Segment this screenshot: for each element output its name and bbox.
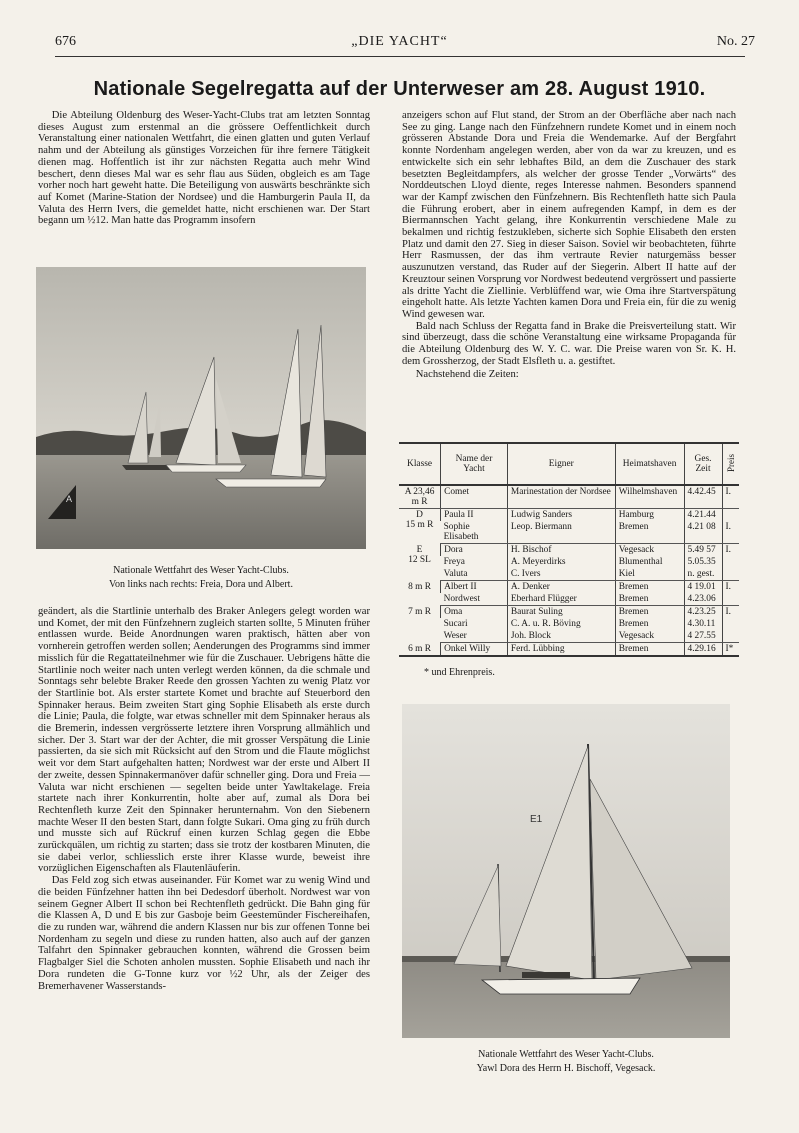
cell-klasse — [399, 509, 441, 544]
klasse-line: 15 m R — [405, 520, 434, 530]
cell-eigner: Baurat Suling — [507, 606, 615, 619]
cell-name: Weser — [441, 630, 508, 643]
cell-klasse — [399, 606, 441, 643]
cell-name: Oma — [441, 606, 508, 619]
table-row — [399, 581, 739, 594]
table-header: Name der Yacht — [441, 443, 508, 485]
cell-hafen: Vegesack — [615, 544, 684, 557]
table-intro: Nachstehend die Zeiten: — [415, 369, 519, 381]
cell-klasse — [399, 544, 441, 581]
table-header: Heimatshaven — [615, 443, 684, 485]
cell-name: Dora — [441, 544, 508, 557]
cell-zeit: 4 27.55 — [684, 630, 722, 643]
cell-hafen: Kiel — [615, 568, 684, 581]
cell-preis: I. — [722, 581, 739, 594]
cell-zeit: 4.23.06 — [684, 593, 722, 606]
table-row — [399, 521, 739, 544]
cell-zeit: 4 19.01 — [684, 581, 722, 594]
cell-eigner: Marinestation der Nordsee — [507, 485, 615, 509]
header-rule — [55, 56, 745, 57]
cell-preis: I. — [722, 606, 739, 619]
table-row — [399, 485, 739, 509]
column1-bottom-text — [38, 606, 370, 1078]
klasse-line: E — [416, 544, 423, 555]
table-row — [399, 630, 739, 643]
issue-number: No. 27 — [716, 34, 755, 49]
sail-number: A — [66, 494, 73, 504]
paragraph: geändert, als die Startlinie unterhalb des Braker Anlegers gelegt worden war und Komet, der mit den Fünfzehnern zugleich starten sollte, 5 Minuten früher entlassen wurde. Beide Anordnungen waren praktisch, hätten aber von vornherein getroffen werden sollen; Aenderungen des Programms sind immer misslich für die Regattateilnehmer wie für die Zuschauer. Uebrigens hätte die Startlinie noch weiter nach unten verlegt werden können, da die schmale und Sonntags sehr belebte Braker Reede den grossen Yachten zu wenig Platz vor der Startlinie bot. Als erster startete Komet und brachte auf Steuerbord den Spinnaker heraus. Beim zweiten Start ging Sophie Elisabeth als erste durch die Linie; Paula, die folgte, war etwas schneller mit dem Spinnaker heraus als die Bremerin, indessen vergrösserte letztere ihren Vorsprung allmählich und sicher. Der 3. Start war der der Achter, die mit grosser Verspätung die Linie passierten, da sie sich mit Rücksicht auf den Strom und die Flaute möglichst weit vor dem Start aufgehalten hatten; Nordwest war der erste und Albert II der zweite, dessen Spinnakermanöver dafür schneller ging. Dora und Freia — Valuta war nicht erschienen — segelten beide unter Yawltakelage. Freia startete nach ihrer Konkurrentin, holte aber auf, zumal als Dora bei Rechtenfleth kurze Zeit den Spinnaker herunternahm. Von den Siebenern machte Weser II den besten Start, dann folgte Sukari. Oma ging zu früh durch und musste sich auf Rückruf einen kurzen Schlag gegen die Ebbe zurückquälen, um richtig zu starten; dass sie trotz der kostbaren Minuten, die sie dabei verlor, schliesslich erste ihrer Klasse wurde, beweist ihre vorzüglichen Eigenschaften als Flautenläuferin. — [38, 606, 370, 875]
cell-eigner: C. Ivers — [507, 568, 615, 581]
cell-preis — [722, 556, 739, 568]
cell-zeit: 4.29.16 — [684, 643, 722, 657]
cell-eigner: A. Denker — [507, 581, 615, 594]
cell-hafen: Bremen — [615, 521, 684, 544]
cell-preis: I* — [722, 643, 739, 657]
column1-top-text — [38, 110, 370, 270]
cell-hafen: Hamburg — [615, 509, 684, 522]
cell-zeit: n. gest. — [684, 568, 722, 581]
cell-eigner: Eberhard Flügger — [507, 593, 615, 606]
cell-name: Comet — [441, 485, 508, 509]
paragraph: Das Feld zog sich etwas auseinander. Für Komet war zu wenig Wind und die beiden Fünfzehner hatten ihn bei Dedesdorf überholt. Nordwest war von seinem Gegner Albert II schon bei Rechtenfleth gedrückt. Die Bahn ging für die Klassen A, D und E bis zur Gasboje beim Geestemünder Fischereihafen, die zu runden war, während die andern Klassen nur bis zur offenen Tonne bei Nordenham zu segeln und diese zu runden hatten, also auch auf der ganzen Talfahrt den Spinnaker gebrauchen konnten, während die Grossen beim Flagbalger Siel die Schoten anholen mussten. Sophie Elisabeth und nach ihr Dora rundeten die G-Tonne kurz vor ½2 Uhr, als der Zeiger des Bremerhavener Wasserstands- — [38, 875, 370, 992]
table-row — [399, 606, 739, 619]
cell-eigner: C. A. u. R. Böving — [507, 618, 615, 630]
cell-preis: I. — [722, 544, 739, 557]
cell-name: Freya — [443, 557, 465, 567]
article-title: Nationale Segelregatta auf der Unterweser am 28. August 1910. — [93, 78, 706, 100]
cell-zeit: 5.05.35 — [684, 556, 722, 568]
cell-name: Albert II — [441, 581, 508, 594]
photo2-caption — [402, 1048, 730, 1076]
cell-zeit: 4.21 08 — [684, 521, 722, 544]
cell-preis: I. — [722, 521, 739, 544]
cell-hafen: Vegesack — [615, 630, 684, 643]
cell-zeit: 4.21.44 — [684, 509, 722, 522]
cell-eigner: Ludwig Sanders — [507, 509, 615, 522]
klasse-line: 12 SL — [408, 554, 431, 565]
cell-eigner: Leop. Biermann — [507, 521, 615, 544]
caption-line: Yawl Dora des Herrn H. Bischoff, Vegesack. — [476, 1063, 656, 1074]
cell-eigner: Joh. Block — [507, 630, 615, 643]
cell-klasse — [399, 485, 441, 509]
cell-preis — [722, 568, 739, 581]
paragraph: anzeigers schon auf Flut stand, der Strom an der Oberfläche aber nach nach See zu ging. Lange nach den Fünfzehnern rundete Komet und in einem noch grösseren Abstande Dora und Freia die Wendemarke. Auf der Bergfahrt konnte Nordenham angelegen werden, aber von da war zu kreuzen, und es entwickelte sich ein sehr lebhaftes Bild, an dem die Zuschauer des stark besetzten Begleitdampfers, als welcher der grosse Tender „Vorwärts“ des Norddeutschen Lloyd diente, reges Interesse nahmen. Besonders spannend war der Kampf zwischen den Fünfzehnern. Bis Rechtenfleth hatte sich Paula die Führung erobert, aber in einem aufregenden Kampf, in dem es der Biermannschen Yacht gelang, ihre Konkurrentin verschiedene Male zu bekalmen und richtig festzukleben, sicherte sich Sophie Elisabeth den ersten Platz und damit den 27. Sieg in dieser Saison. Soviel wir beobachteten, führte Herr Rasmussen, der das ihm vertraute Revier naturgemäss besser auszunutzen verstand, das Ruder auf der Siegerin. Albert II hatte auf der Kreuztour seinen Vorsprung vor Nordwest bedeutend vergrössert und passierte als dritte Yacht die Ziellinie. Verblüffend war, wie Oma ihre Startverspätung eingeholt hatte. Als letzte Yachten kamen Dora und Freia ein, für die zu wenig Wind gewesen war. — [402, 110, 736, 320]
regatta-photo-yawl-dora — [402, 704, 730, 1038]
cell-hafen: Wilhelmshaven — [615, 485, 684, 509]
klasse-line: A 23,46 — [404, 487, 435, 497]
table-row — [399, 618, 739, 630]
table-header-row — [399, 443, 739, 485]
klasse-line: D — [416, 510, 423, 520]
klasse-line: m R — [411, 497, 428, 507]
table-header: Klasse — [399, 443, 441, 485]
cell-zeit: 4.23.25 — [684, 606, 722, 619]
results-table — [399, 442, 739, 657]
table-header: Eigner — [507, 443, 615, 485]
cell-preis — [722, 618, 739, 630]
regatta-photo-three-yachts — [36, 267, 366, 549]
cell-preis — [722, 630, 739, 643]
cell-preis: I. — [722, 485, 739, 509]
table-footnote: * und Ehrenpreis. — [424, 667, 495, 678]
cell-zeit: 5.49 57 — [684, 544, 722, 557]
cell-hafen: Bremen — [615, 593, 684, 606]
cell-klasse — [399, 643, 441, 657]
table-body — [399, 485, 739, 656]
cell-eigner: Ferd. Lübbing — [507, 643, 615, 657]
cell-klasse — [399, 581, 441, 606]
paragraph: Die Abteilung Oldenburg des Weser-Yacht-Clubs trat am letzten Sonntag dieses August zum erstenmal an die grössere Oeffentlichkeit durch Veranstaltung einer nationalen Wettfahrt, die einen glatten und guten Verlauf nahm und der Abteilung als günstiges Vorzeichen für ihre fernere Tätigkeit dienen mag. Hoffentlich ist ihr zur nächsten Regatta auch mehr Wind beschert, denn dieses Mal war es sehr flau aus Süden, obgleich es am Tage vorher noch hart geweht hatte. Die Beteiligung von auswärts beschränkte sich auf Komet (Marine-Station der Nordsee) und die Hamburgerin Paula II, da Valuta des Herrn Ivers, die gemeldet hatte, nicht erschienen war. Der Start begann um ½12. Man hatte das Programm insofern — [38, 110, 370, 227]
table-row — [399, 643, 739, 657]
caption-line: Nationale Wettfahrt des Weser Yacht-Clubs. — [113, 565, 289, 576]
klasse-line: 8 m R — [408, 581, 431, 592]
cell-name: Valuta — [441, 568, 508, 581]
cell-eigner: H. Bischof — [507, 544, 615, 557]
journal-title: „DIE YACHT“ — [351, 34, 448, 49]
klasse-line: 6 m R — [408, 643, 431, 654]
paragraph: Bald nach Schluss der Regatta fand in Brake die Preisverteilung statt. Wir sind überzeugt, dass die schöne Veranstaltung eine wirksame Propaganda für die Abteilung Oldenburg des W. Y. C. war. Die Preise waren von Sr. K. H. dem Grossherzog, der Stadt Elsfleth u. a. gestiftet. — [402, 320, 736, 367]
table-row — [399, 593, 739, 606]
cell-hafen: Bremen — [615, 581, 684, 594]
table-row — [399, 556, 739, 568]
cell-hafen: Blumenthal — [615, 556, 684, 568]
cell-eigner: A. Meyerdirks — [507, 556, 615, 568]
table-row — [399, 509, 739, 522]
cell-hafen: Bremen — [615, 606, 684, 619]
table-row — [399, 544, 739, 557]
cell-zeit: 4.30.11 — [684, 618, 722, 630]
cell-hafen: Bremen — [615, 618, 684, 630]
klasse-line: 7 m R — [408, 606, 431, 617]
cell-preis — [722, 509, 739, 522]
cell-hafen: Bremen — [615, 643, 684, 657]
cell-name: Nordwest — [441, 593, 508, 606]
photo1-caption — [36, 564, 366, 592]
cell-name: Onkel Willy — [441, 643, 508, 657]
table-row — [399, 568, 739, 581]
table-header: Preis — [722, 443, 739, 485]
sail-number: E1 — [530, 814, 543, 825]
caption-line: Nationale Wettfahrt des Weser Yacht-Clubs. — [478, 1049, 654, 1060]
cell-name: Sucari — [443, 619, 468, 629]
table-header: Ges. Zeit — [684, 443, 722, 485]
cell-name: Paula II — [441, 509, 508, 522]
column2-top-text — [402, 110, 736, 430]
cell-preis — [722, 593, 739, 606]
caption-line: Von links nach rechts: Freia, Dora und Albert. — [109, 579, 293, 590]
cell-zeit: 4.42.45 — [684, 485, 722, 509]
page-number: 676 — [55, 34, 76, 49]
cell-name: Sophie Elisabeth — [441, 521, 508, 544]
